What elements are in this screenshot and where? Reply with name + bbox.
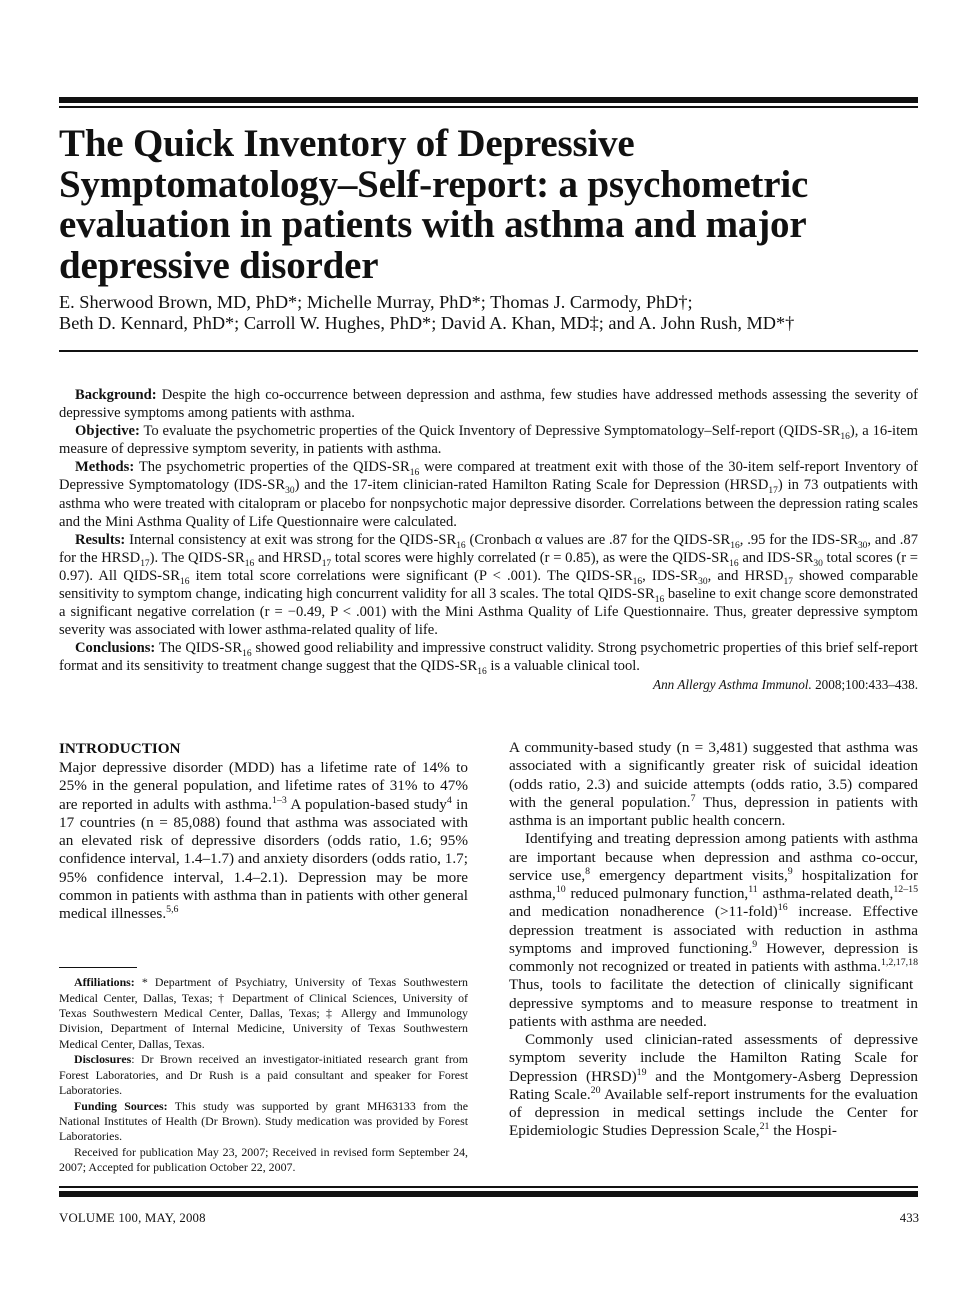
bottom-rule-thin <box>59 1186 918 1188</box>
footnote-received: Received for publication May 23, 2007; Received in revised form September 24, 2007; Accepted for publication October 22, 2007. <box>59 1144 468 1175</box>
abstract-background: Background: Despite the high co-occurrence between depression and asthma, few studies have addressed methods assessing the severity of depressive symptoms among patients with asthma. <box>59 387 918 422</box>
bottom-rule-thick <box>59 1191 918 1197</box>
footer-volume: VOLUME 100, MAY, 2008 <box>59 1211 206 1225</box>
abstract-objective: Objective: To evaluate the psychometric properties of the Quick Inventory of Depressive Symptomatology–Self-report $(QIDS-SR_{16})$, a 16-item measure of depressive symptom severity, in patients with asthma. <box>59 423 918 458</box>
abstract-results: Results: Internal consistency at exit was strong for the QIDS-$SR_{16}$ (Cronbach α values are .87 for the QIDS-$SR_{16}$, .95 for the IDS-$SR_{30}$, and .87 for the $HRSD_{17}$). The QIDS-$SR_{16}$ and $HRSD_{17}$ total scores were highly correlated (r = 0.85), as were the QIDS-$SR_{16}$ and IDS-$SR_{30}$ total scores (r = 0.97). All QIDS-$SR_{16}$ item total score correlations were significant (P < .001). The QIDS-$SR_{16}$, IDS-$SR_{30}$, and $HRSD_{17}$ showed comparable sensitivity to symptom change, indicating high concurrent validity for all 3 scales. The total QIDS-$SR_{16}$ baseline to exit change score demonstrated a significant negative correlation (r = −0.49, P < .001) with the Mini Asthma Quality of Life Questionnaire. Thus, greater depressive symptom severity was associated with lower asthma-related quality of life. <box>59 531 919 639</box>
footnote-rule <box>59 967 137 968</box>
abstract-methods: Methods: The psychometric properties of the QIDS-$SR_{16}$ were compared at treatment exit with those of the 30-item self-report Inventory of Depressive Symptomatology $(IDS-SR_{30})$ and the 17-item clinician-rated Hamilton Rating Scale for Depression $(HRSD_{17})$ in 73 outpatients with asthma who were treated with citalopram or placebo for nonpsychotic major depressive disorder. Correlations between the depression rating scales and the Mini Asthma Quality of Life Questionnaire were calculated. <box>59 459 919 530</box>
journal-citation: Ann Allergy Asthma Immunol. 2008;100:433–438. <box>653 676 918 692</box>
left-column <box>59 739 468 1176</box>
author-line-2: Beth D. Kennard, PhD*; Carroll W. Hughes, PhD*; David A. Khan, MD‡; and A. John Rush, MD*† <box>59 312 795 333</box>
right-paragraph-3: Commonly used clinician-rated assessments of depressive symptom severity include the Hamilton Rating Scale for Depression (HRSD)$^{19}$ and the Montgomery-Asberg Depression Rating Scale.$^{20}$ Available self-report instruments for the evaluation of depression in medical settings include the Center for Epidemiologic Studies Depression Scale,$^{21}$ the Hospi- <box>509 1031 919 1140</box>
right-paragraph-1: A community-based study (n = 3,481) suggested that asthma was associated with a significantly greater risk of suicidal ideation (odds ratio, 2.3) and suicide attempts (odds ratio, 3.5) compared with the general population.$^7$ Thus, depression in patients with asthma is an important public health concern. <box>509 739 918 829</box>
header-divider <box>59 350 918 352</box>
footnote-disclosures: Disclosures: Dr Brown received an investigator-initiated research grant from Forest Laboratories, and Dr Rush is a paid consultant and speaker for Forest Laboratories. <box>59 1052 468 1098</box>
abstract-conclusions: Conclusions: The QIDS-$SR_{16}$ showed good reliability and impressive construct validity. Strong psychometric properties of this brief self-report format and its sensitivity to treatment change suggest that the QIDS-$SR_{16}$ is a valuable clinical tool. <box>59 640 918 678</box>
right-paragraph-2: Identifying and treating depression among patients with asthma are important because when depression and asthma co-occur, service use,$^8$ emergency department visits,$^9$ hospitalization for asthma,$^{10}$ reduced pulmonary function,$^{11}$ asthma-related death,$^{12-15}$ and medication nonadherence (>11-fold)$^{16}$ increase. Effective depression treatment is associated with reduction in asthma symptoms and improved functioning.$^9$ However, depression is commonly not recognized or treated in patients with asthma.$^{1,2,17,18}$ Thus, tools to facilitate the detection of clinically significant depressive symptoms and to measure response to treatment in patients with asthma are needed. <box>509 830 918 1030</box>
intro-paragraph-1: Major depressive disorder (MDD) has a lifetime rate of 14% to 25% in the general population, and lifetime rates of 31% to 47% are reported in adults with asthma.$^{1-3}$ A population-based study$^4$ in 17 countries (n = 85,088) found that asthma was associated with an elevated risk of depressive disorders (odds ratio, 1.6; 95% confidence interval, 1.4–1.7) and anxiety disorders (odds ratio, 1.7; 95% confidence interval, 1.4–2.1). Depression may be more common in patients with asthma than in patients with other general medical illnesses.$^{5,6}$ <box>59 759 468 922</box>
right-column <box>509 739 918 1141</box>
footnote-funding: Funding Sources: This study was supported by grant MH63133 from the National Institutes of Health (Dr Brown). Study medication was provided by Forest Laboratories. <box>59 1098 468 1144</box>
article-title: The Quick Inventory of Depressive Symptomatology–Self-report: a psychometric evaluation in patients with asthma and major depressive disorder <box>59 122 809 287</box>
abstract <box>59 386 918 694</box>
author-line-1: E. Sherwood Brown, MD, PhD*; Michelle Murray, PhD*; Thomas J. Carmody, PhD†; <box>59 292 693 312</box>
footer-page-number: 433 <box>899 1211 919 1225</box>
top-rule-thin <box>59 106 918 108</box>
top-rule-thick <box>59 97 918 103</box>
section-heading-introduction: INTRODUCTION <box>59 740 181 757</box>
footnote-affiliations: Affiliations: * Department of Psychiatry, University of Texas Southwestern Medical Center, Dallas, Texas; † Department of Clinical Sciences, University of Texas Southwestern Medical Center, Dallas, Texas; ‡ Allergy and Immunology Division, Department of Internal Medicine, University of Texas Southwestern Medical Center, Dallas, Texas. <box>59 975 468 1051</box>
author-list <box>59 292 919 333</box>
